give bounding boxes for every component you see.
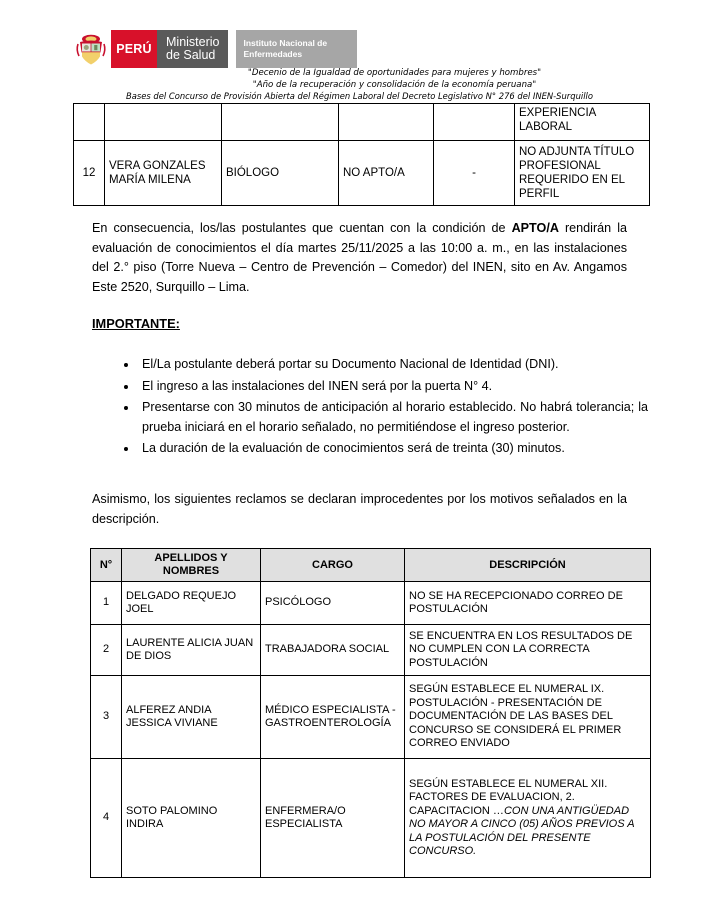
cell-position: BIÓLOGO — [222, 141, 339, 206]
consecuencia-text-pre: En consecuencia, los/las postulantes que cuentan con la condición de — [92, 221, 512, 235]
table-row — [91, 676, 651, 759]
cell-position: TRABAJADORA SOCIAL — [261, 625, 405, 676]
table-row — [74, 104, 650, 141]
column-header-no: N° — [91, 549, 122, 582]
letterhead — [71, 30, 357, 68]
column-header-cargo: CARGO — [261, 549, 405, 582]
cell-applicant-name: VERA GONZALES MARÍA MILENA — [105, 141, 222, 206]
peru-coat-of-arms-icon — [71, 30, 111, 68]
reclamos-improcedentes-table — [90, 548, 651, 878]
cell-description: NO SE HA RECEPCIONADO CORREO DE POSTULACIÓN — [405, 582, 651, 625]
table-header-row — [91, 549, 651, 582]
column-header-experiencia-laboral: EXPERIENCIA LABORAL — [515, 104, 650, 141]
column-header-apellidos-nombres: APELLIDOS Y NOMBRES — [122, 549, 261, 582]
table-row — [91, 625, 651, 676]
slogan-line-2: "Año de la recuperación y consolidación de la economía peruana" — [252, 79, 537, 90]
paragraph-consecuencia — [92, 219, 627, 297]
ministry-of-health-label — [157, 30, 228, 68]
slogan-line-1: "Decenio de la Igualdad de oportunidades para mujeres y hombres" — [247, 68, 542, 78]
list-item: • Presentarse con 30 minutos de anticipación al horario establecido. No habrá tolerancia; la prueba iniciará en el horario señalado, no permitiéndose el ingreso posterior. — [138, 398, 648, 437]
cell-num-blank — [74, 104, 105, 141]
description-italic-part: CON UNA ANTIGÜEDAD NO MAYOR A CINCO (05) AÑOS PREVIOS A LA POSTULACIÓN DEL PRESENTE CONCURSO. — [409, 804, 635, 857]
cell-description: SE ENCUENTRA EN LOS RESULTADOS DE NO CUMPLEN CON LA CORRECTA POSTULACIÓN — [405, 625, 651, 676]
institute-line1: Instituto Nacional de — [243, 38, 328, 48]
ministry-line2: de Salud — [166, 48, 216, 62]
consecuencia-text-post: rendirán la evaluación de conocimientos el día martes 25/11/2025 a las 10:00 a. m., en las instalaciones del 2.° piso (Torre Nueva – Centro de Prevención – Comedor) del INEN, sito en Av. Angamos Este 2520, Surquillo – Lima. — [92, 221, 628, 294]
table-row — [91, 582, 651, 625]
cell-position: ENFERMERA/O ESPECIALISTA — [261, 759, 405, 878]
institute-line2: Enfermedades — [243, 49, 303, 59]
cell-estado-blank — [339, 104, 434, 141]
cell-cargo-blank — [222, 104, 339, 141]
importante-bullet-list — [118, 355, 648, 461]
description-plain-part: SEGÚN ESTABLECE EL NUMERAL XII. FACTORES DE EVALUACION, 2. CAPACITACION … — [409, 777, 608, 817]
cell-position: PSICÓLOGO — [261, 582, 405, 625]
cell-description: SEGÚN ESTABLECE EL NUMERAL IX. POSTULACIÓN - PRESENTACIÓN DE DOCUMENTACIÓN DE LAS BASES DEL CONCURSO SE CONSIDERÁ EL PRIMER CORREO ENVIADO — [405, 676, 651, 759]
peru-label: PERÚ — [111, 30, 157, 68]
table-row — [91, 759, 651, 878]
results-continuation-table — [73, 103, 650, 206]
cell-status: NO APTO/A — [339, 141, 434, 206]
cell-applicant-name: LAURENTE ALICIA JUAN DE DIOS — [122, 625, 261, 676]
cell-row-number: 4 — [91, 759, 122, 878]
cell-row-number: 1 — [91, 582, 122, 625]
table-row — [74, 141, 650, 206]
paragraph-asimismo: Asimismo, los siguientes reclamos se declaran improcedentes por los motivos señalados en la descripción. — [92, 492, 627, 526]
cell-applicant-name: ALFEREZ ANDIA JESSICA VIVIANE — [122, 676, 261, 759]
ministry-line1: Ministerio — [166, 34, 220, 49]
importante-heading: IMPORTANTE: — [92, 316, 180, 331]
document-subtitle: Bases del Concurso de Provisión Abierta del Régimen Laboral del Decreto Legislativo N° 276 del INEN-Surquillo — [126, 91, 593, 101]
document-header-slogans — [0, 68, 719, 103]
cell-applicant-name: DELGADO REQUEJO JOEL — [122, 582, 261, 625]
institute-label — [236, 30, 358, 68]
list-item: • La duración de la evaluación de conocimientos será de treinta (30) minutos. — [138, 439, 648, 459]
cell-experience: - — [434, 141, 515, 206]
cell-row-number: 12 — [74, 141, 105, 206]
cell-row-number: 3 — [91, 676, 122, 759]
cell-exp-blank — [434, 104, 515, 141]
list-item: • El ingreso a las instalaciones del INEN será por la puerta N° 4. — [138, 377, 648, 397]
list-item: • El/La postulante deberá portar su Documento Nacional de Identidad (DNI). — [138, 355, 648, 375]
cell-name-blank — [105, 104, 222, 141]
cell-row-number: 2 — [91, 625, 122, 676]
cell-applicant-name: SOTO PALOMINO INDIRA — [122, 759, 261, 878]
cell-position: MÉDICO ESPECIALISTA - GASTROENTEROLOGÍA — [261, 676, 405, 759]
cell-description — [405, 759, 651, 878]
consecuencia-apto-emphasis: APTO/A — [511, 221, 559, 235]
cell-description: NO ADJUNTA TÍTULO PROFESIONAL REQUERIDO EN EL PERFIL — [515, 141, 650, 206]
column-header-descripcion: DESCRIPCIÓN — [405, 549, 651, 582]
letterhead-divider — [228, 30, 236, 68]
